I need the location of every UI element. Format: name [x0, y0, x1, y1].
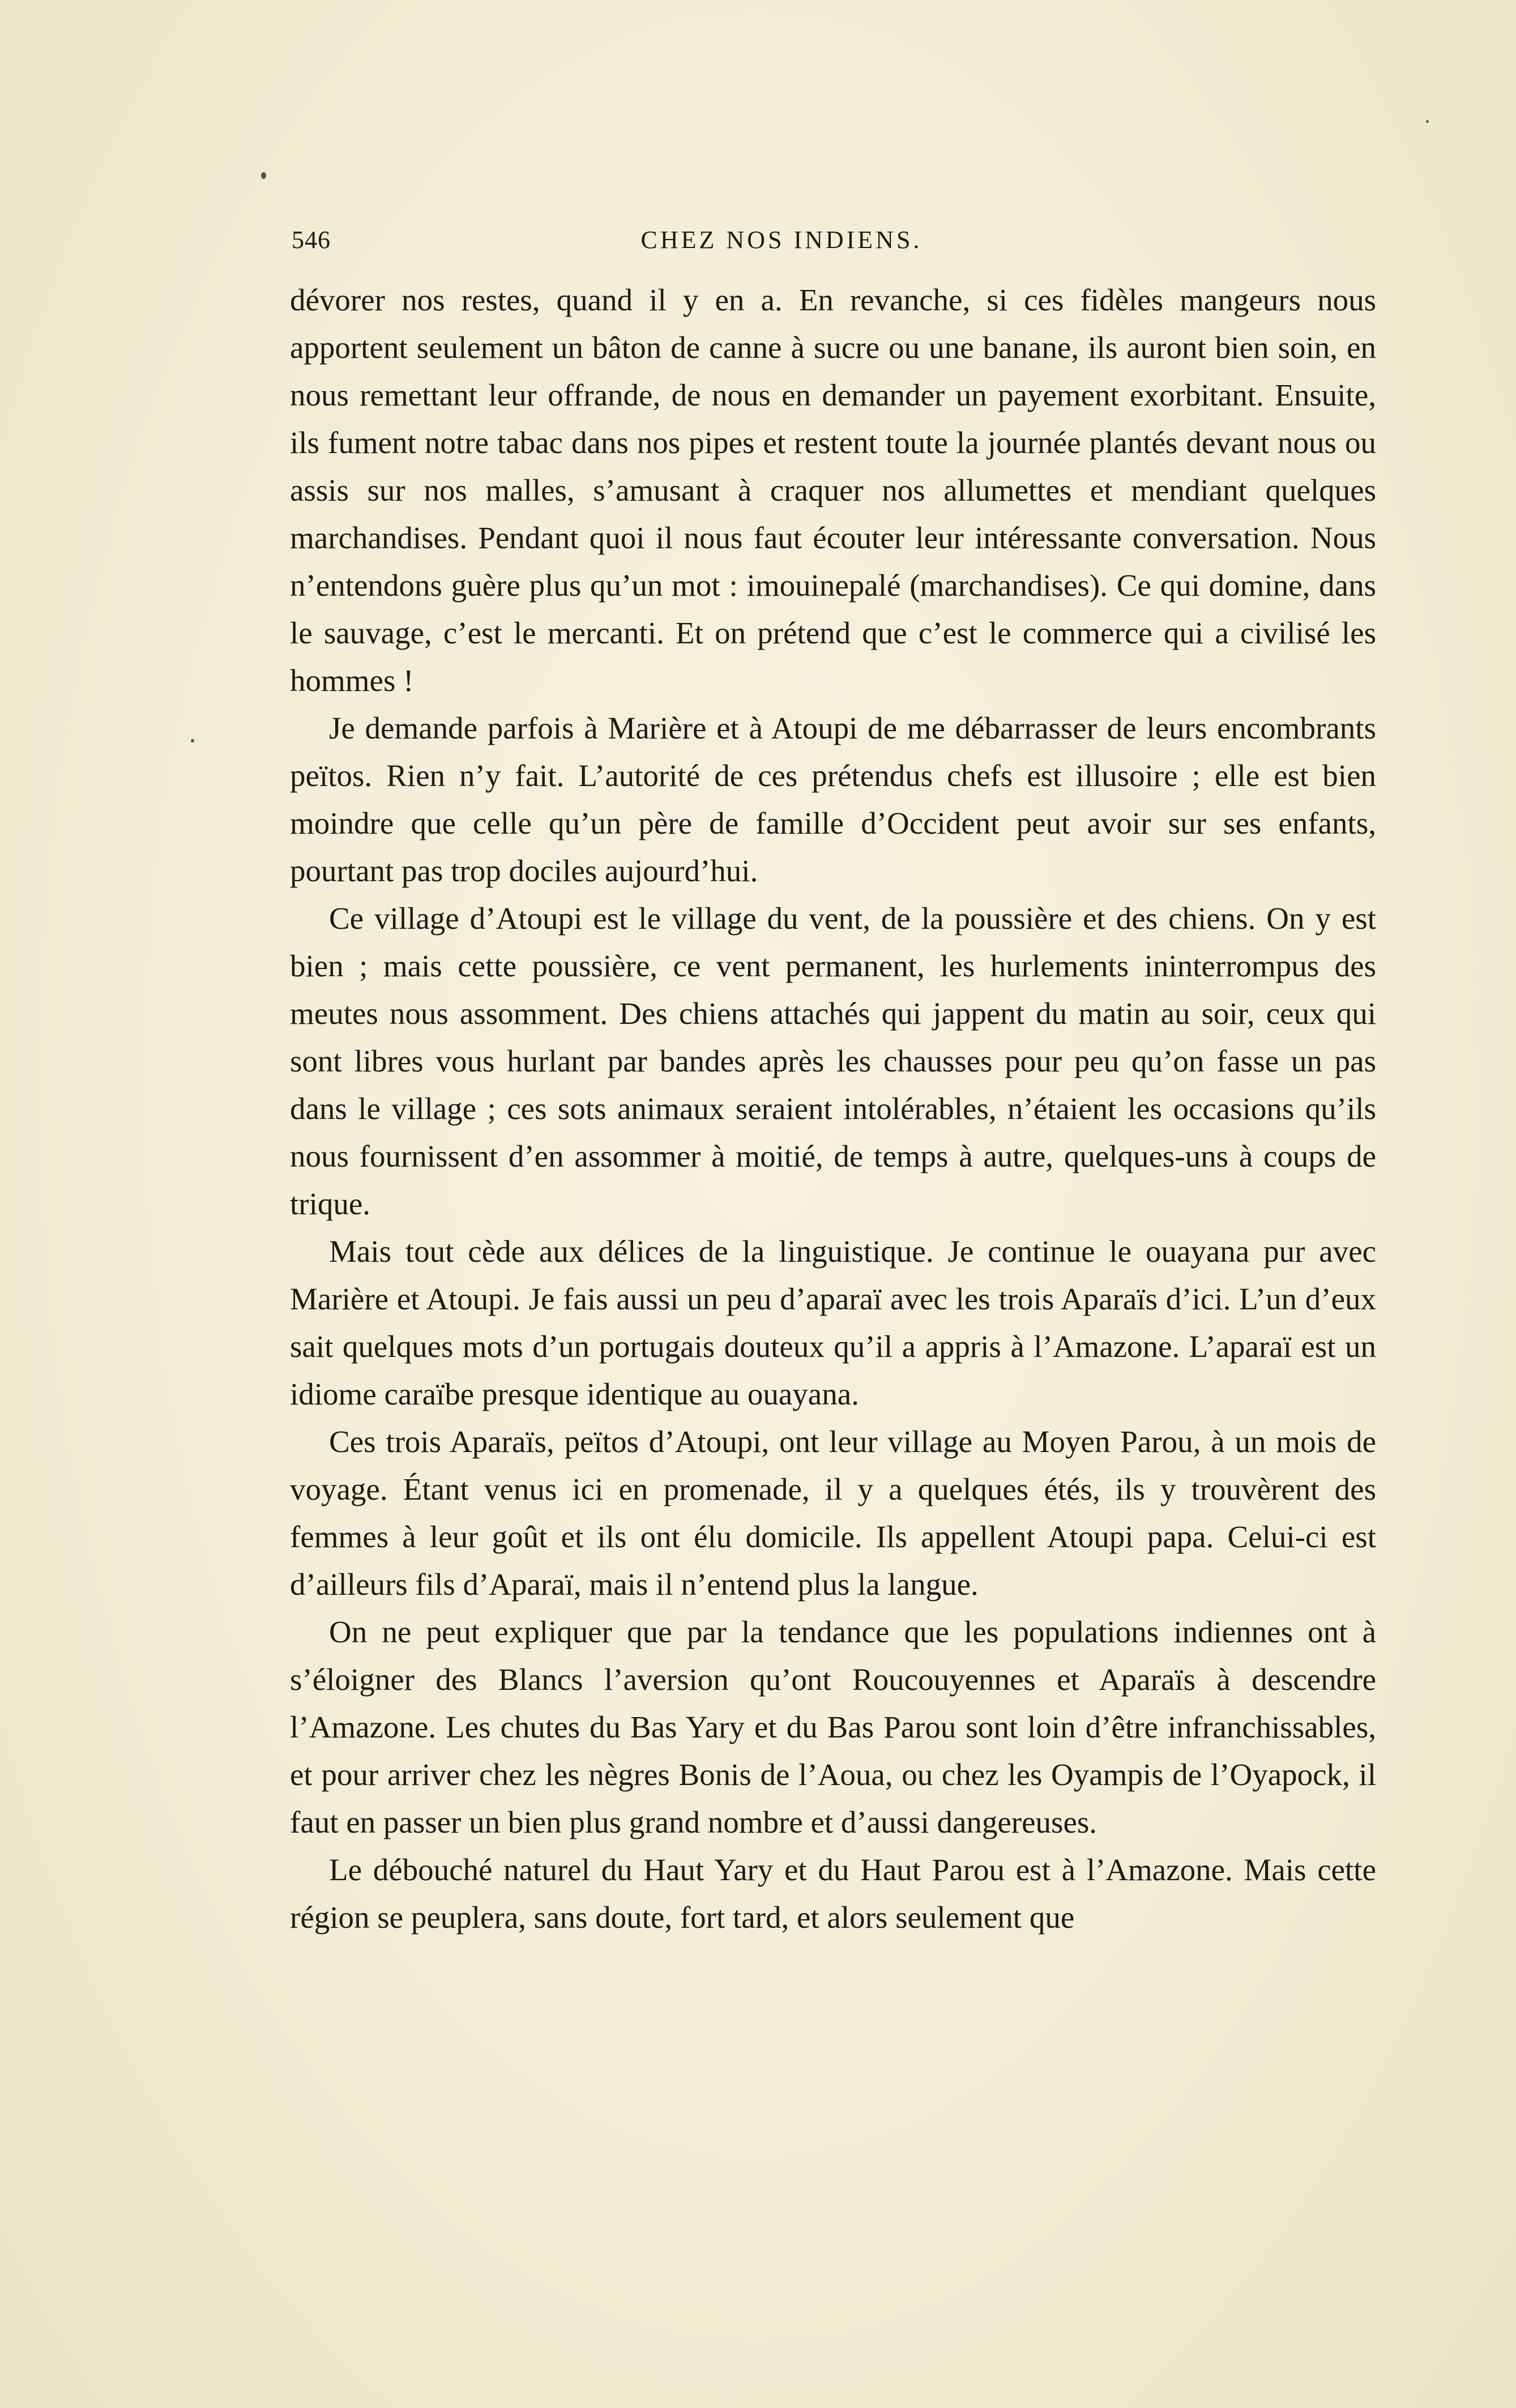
paragraph: Le débouché naturel du Haut Yary et du Haut Parou est à l’Amazone. Mais cette région se peuplera, sans doute, fort tard, et alors seulement que — [290, 1852, 1376, 1935]
page-header — [292, 225, 1379, 265]
body-text — [290, 276, 1376, 1941]
paragraph: dévorer nos restes, quand il y en a. En revanche, si ces fidèles mangeurs nous apportent seulement un bâton de canne à sucre ou une banane, ils auront bien soin, en nous remettant leur offrande, de nous en demander un payement exorbitant. Ensuite, ils fument notre tabac dans nos pipes et restent toute la journée plantés devant nous ou assis sur nos malles, s’amusant à craquer nos allumettes et mendiant quelques marchandises. Pendant quoi il nous faut écouter leur intéressante conversation. Nous n’entendons guère plus qu’un mot : imouinepalé (marchandises). Ce qui domine, dans le sauvage, c’est le mercanti. Et on prétend que c’est le commerce qui a civilisé les hommes ! — [290, 283, 1376, 698]
paragraph: On ne peut expliquer que par la tendance que les populations indiennes ont à s’éloigner des Blancs l’aversion qu’ont Roucouyennes et Aparaïs à descendre l’Amazone. Les chutes du Bas Yary et du Bas Parou sont loin d’être infranchissables, et pour arriver chez les nègres Bonis de l’Aoua, ou chez les Oyampis de l’Oyapock, il faut en passer un bien plus grand nombre et d’aussi dangereuses. — [290, 1615, 1376, 1839]
page-number: 546 — [292, 226, 331, 254]
paragraph: Ces trois Aparaïs, peïtos d’Atoupi, ont leur village au Moyen Parou, à un mois de voyage. Étant venus ici en promenade, il y a quelques étés, ils y trouvèrent des femmes à leur goût et ils ont élu domicile. Ils appellent Atoupi papa. Celui-ci est d’ailleurs fils d’Aparaï, mais il n’entend plus la langue. — [290, 1424, 1376, 1602]
paragraph: Ce village d’Atoupi est le village du vent, de la poussière et des chiens. On y est bien ; mais cette poussière, ce vent permanent, les hurlements ininterrompus des meutes nous assomment. Des chiens attachés qui jappent du matin au soir, ceux qui sont libres vous hurlant par bandes après les chausses pour peu qu’on fasse un pas dans le village ; ces sots animaux seraient intolérables, n’étaient les occasions qu’ils nous fournissent d’en assommer à moitié, de temps à autre, quelques-uns à coups de trique. — [290, 901, 1376, 1221]
paragraph: Je demande parfois à Marière et à Atoupi de me débarrasser de leurs encombrants peïtos. Rien n’y fait. L’autorité de ces prétendus chefs est illusoire ; elle est bien moindre que celle qu’un père de famille d’Occident peut avoir sur ses enfants, pourtant pas trop dociles aujourd’hui. — [290, 711, 1376, 888]
running-title: CHEZ NOS INDIENS. — [640, 226, 923, 254]
paragraph: Mais tout cède aux délices de la linguistique. Je continue le ouayana pur avec Marière et Atoupi. Je fais aussi un peu d’aparaï avec les trois Aparaïs d’ici. L’un d’eux sait quelques mots d’un portugais douteux qu’il a appris à l’Amazone. L’aparaï est un idiome caraïbe presque identique au ouayana. — [290, 1234, 1376, 1411]
ink-speck — [261, 172, 266, 179]
ink-speck — [1426, 120, 1429, 123]
ink-speck — [191, 739, 194, 742]
